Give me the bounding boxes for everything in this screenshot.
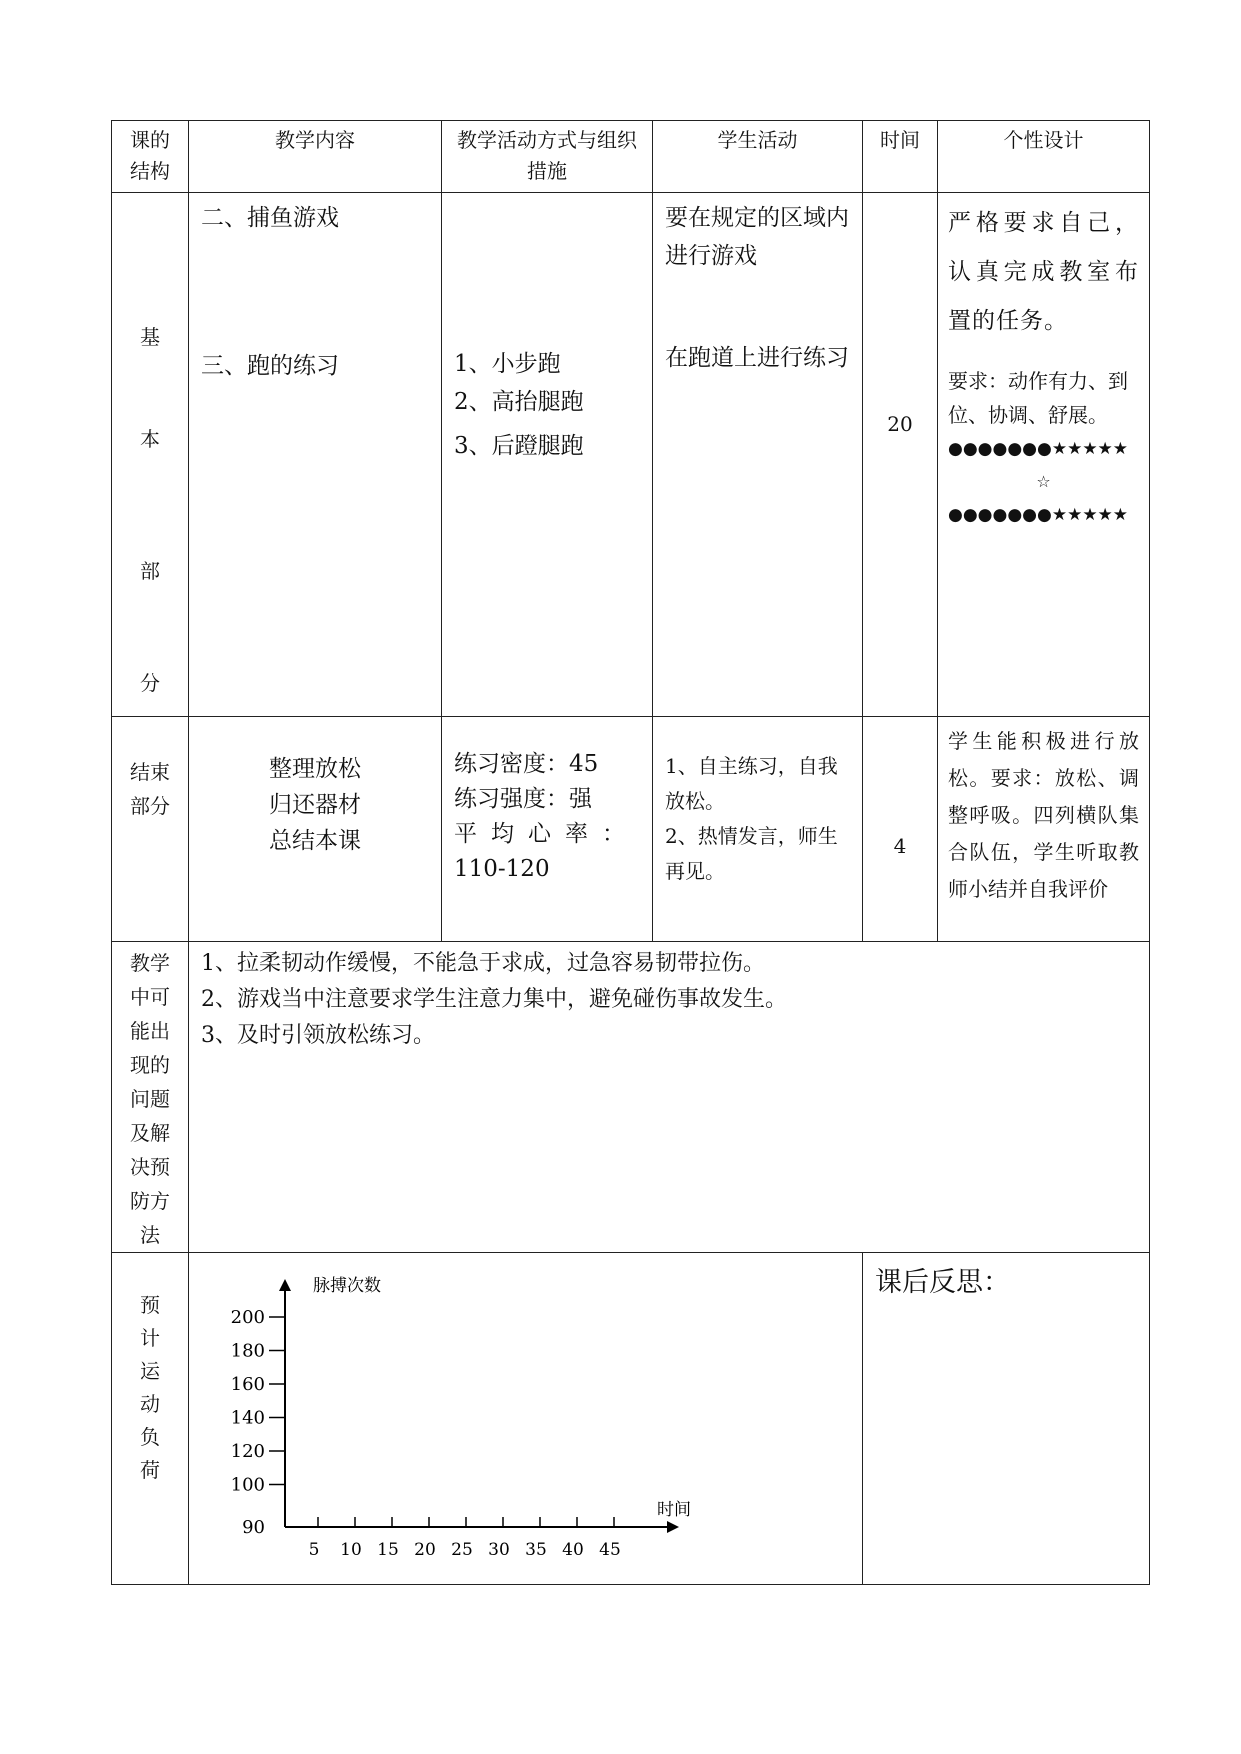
formation-row-1: ●●●●●●●★★★★★	[948, 439, 1129, 459]
reflection-label: 课后反思：	[875, 1267, 1010, 1298]
ending-time-value: 4	[893, 834, 907, 858]
x-tick-label: 25	[451, 1540, 473, 1560]
ending-student-cell	[653, 717, 863, 942]
x-axis-arrow-icon	[667, 1521, 679, 1533]
load-label-3: 运	[140, 1359, 160, 1383]
content-item-fishing-game: 二、捕鱼游戏	[201, 205, 339, 231]
x-tick-label: 20	[414, 1540, 436, 1560]
ending-section-label: 结束部分	[112, 717, 189, 942]
formation-row-2: ●●●●●●●★★★★★	[948, 505, 1129, 525]
practice-density: 练习密度：45	[454, 751, 599, 777]
basic-content-cell	[189, 193, 442, 717]
basic-design-cell	[938, 193, 1150, 717]
basic-label-4: 分	[140, 671, 160, 695]
header-student: 学生活动	[653, 121, 863, 193]
basic-section-row	[112, 193, 1150, 717]
design-action-requirement: 要求：动作有力、到位、协调、舒展。	[948, 369, 1128, 427]
method-item-2: 2、高抬腿跑	[454, 389, 584, 415]
ending-content-2: 归还器材	[269, 792, 361, 818]
x-tick-label: 15	[377, 1540, 399, 1560]
content-item-running-practice: 三、跑的练习	[201, 353, 339, 379]
y-axis-arrow-icon	[279, 1279, 291, 1291]
reflection-cell	[863, 1253, 1150, 1585]
ending-design-cell: 学生能积极进行放松。要求：放松、调整呼吸。四列横队集合队伍，学生听取教师小结并自我评价	[938, 717, 1150, 942]
x-tick-label: 5	[308, 1540, 320, 1560]
header-structure: 课的结构	[112, 121, 189, 193]
y-tick-label: 200	[230, 1307, 265, 1328]
ending-student-2: 2、热情发言，师生再见。	[665, 824, 838, 883]
average-heart-rate-label: 平均心率：	[454, 821, 639, 847]
problem-item-1: 1、拉柔韧动作缓慢，不能急于求成，过急容易韧带拉伤。	[201, 951, 765, 976]
basic-label-2: 本	[140, 427, 160, 451]
load-label-1: 预	[140, 1293, 160, 1317]
ending-content-cell	[189, 717, 442, 942]
y-tick-label: 140	[230, 1407, 265, 1429]
y-tick-label: 120	[230, 1441, 265, 1462]
basic-label-1: 基	[140, 325, 160, 349]
load-label-4: 动	[140, 1392, 160, 1416]
x-tick-label: 35	[525, 1540, 547, 1560]
x-axis-label: 时间	[657, 1500, 691, 1520]
x-tick-label: 10	[340, 1540, 362, 1560]
pulse-chart	[189, 1253, 862, 1583]
header-content: 教学内容	[189, 121, 442, 193]
pulse-chart-svg	[189, 1253, 732, 1583]
ending-student-1: 1、自主练习，自我放松。	[665, 754, 838, 813]
y-tick-label: 160	[230, 1374, 265, 1395]
x-tick-label: 30	[488, 1540, 510, 1560]
ending-content-3: 总结本课	[269, 828, 361, 854]
problems-list-cell	[189, 942, 1150, 1253]
pulse-chart-cell	[189, 1253, 863, 1585]
header-row	[112, 121, 1150, 193]
y-tick-label: 180	[230, 1340, 265, 1362]
header-time: 时间	[863, 121, 938, 193]
problem-item-3: 3、及时引领放松练习。	[201, 1023, 435, 1048]
ending-method-cell	[442, 717, 653, 942]
basic-section-label	[112, 193, 189, 717]
ending-section-row	[112, 717, 1150, 942]
x-tick-label: 45	[599, 1540, 621, 1560]
basic-method-cell	[442, 193, 653, 717]
method-item-1: 1、小步跑	[454, 351, 561, 377]
load-section-row	[112, 1253, 1150, 1585]
method-item-3: 3、后蹬腿跑	[454, 433, 584, 459]
student-item-game-area: 要在规定的区域内进行游戏	[665, 205, 849, 269]
header-method: 教学活动方式与组织措施	[442, 121, 653, 193]
basic-label-3: 部	[140, 559, 160, 583]
load-section-label	[112, 1253, 189, 1585]
basic-time-cell	[863, 193, 938, 717]
design-self-requirement: 严格要求自己，认真完成教室布置的任务。	[948, 210, 1139, 334]
average-heart-rate-value: 110-120	[454, 856, 550, 882]
problem-item-2: 2、游戏当中注意要求学生注意力集中，避免碰伤事故发生。	[201, 987, 787, 1012]
basic-time-value: 20	[887, 412, 913, 436]
practice-intensity: 练习强度：强	[454, 786, 592, 812]
load-label-5: 负	[140, 1425, 160, 1449]
header-design: 个性设计	[938, 121, 1150, 193]
y-axis-label: 脉搏次数	[313, 1276, 381, 1296]
y-tick-label: 100	[230, 1474, 265, 1496]
ending-time-cell	[863, 717, 938, 942]
teacher-position-icon: ☆	[1036, 472, 1051, 491]
basic-student-cell	[653, 193, 863, 717]
lesson-plan-table	[111, 120, 1150, 1585]
problems-section-row	[112, 942, 1150, 1253]
problems-section-label: 教学中可能出现的问题及解决预防方法	[112, 942, 189, 1253]
x-tick-label: 40	[562, 1540, 584, 1560]
load-label-6: 荷	[140, 1458, 160, 1482]
ending-content-1: 整理放松	[269, 756, 361, 782]
student-item-track: 在跑道上进行练习	[665, 345, 849, 371]
y-tick-label: 90	[242, 1517, 265, 1538]
load-label-2: 计	[140, 1326, 160, 1350]
